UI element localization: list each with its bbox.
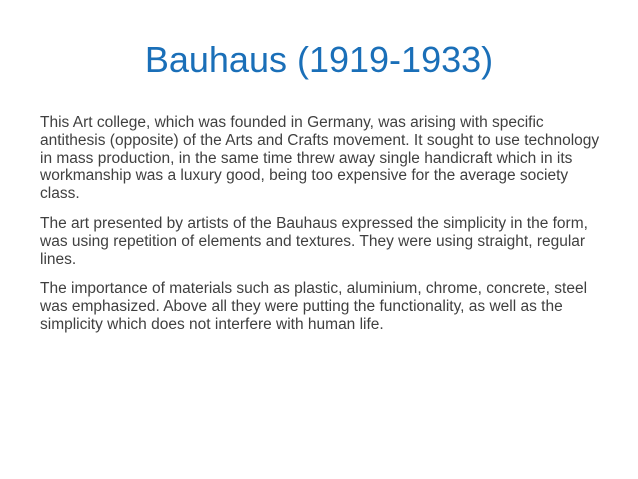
paragraph-art-style: The art presented by artists of the Bauhaus expressed the simplicity in the form, was using repetition of elements and textures. They were using straight, regular lines. — [40, 214, 588, 268]
slide-title: Bauhaus (1919-1933) — [144, 39, 494, 80]
paragraph-materials: The importance of materials such as plastic, aluminium, chrome, concrete, steel was emphasized. Above all they were putting the functionality, as well as the simplicity which does not interfere with human life. — [40, 280, 588, 333]
paragraph-founding: This Art college, which was founded in Germany, was arising with specific antithesis (opposite) of the Arts and Crafts movement. It sought to use technology in mass production, in the same time threw away single handicraft which in its workmanship was a luxury good, being too expensive for the average society class. — [40, 114, 600, 203]
slide-body — [40, 114, 600, 346]
